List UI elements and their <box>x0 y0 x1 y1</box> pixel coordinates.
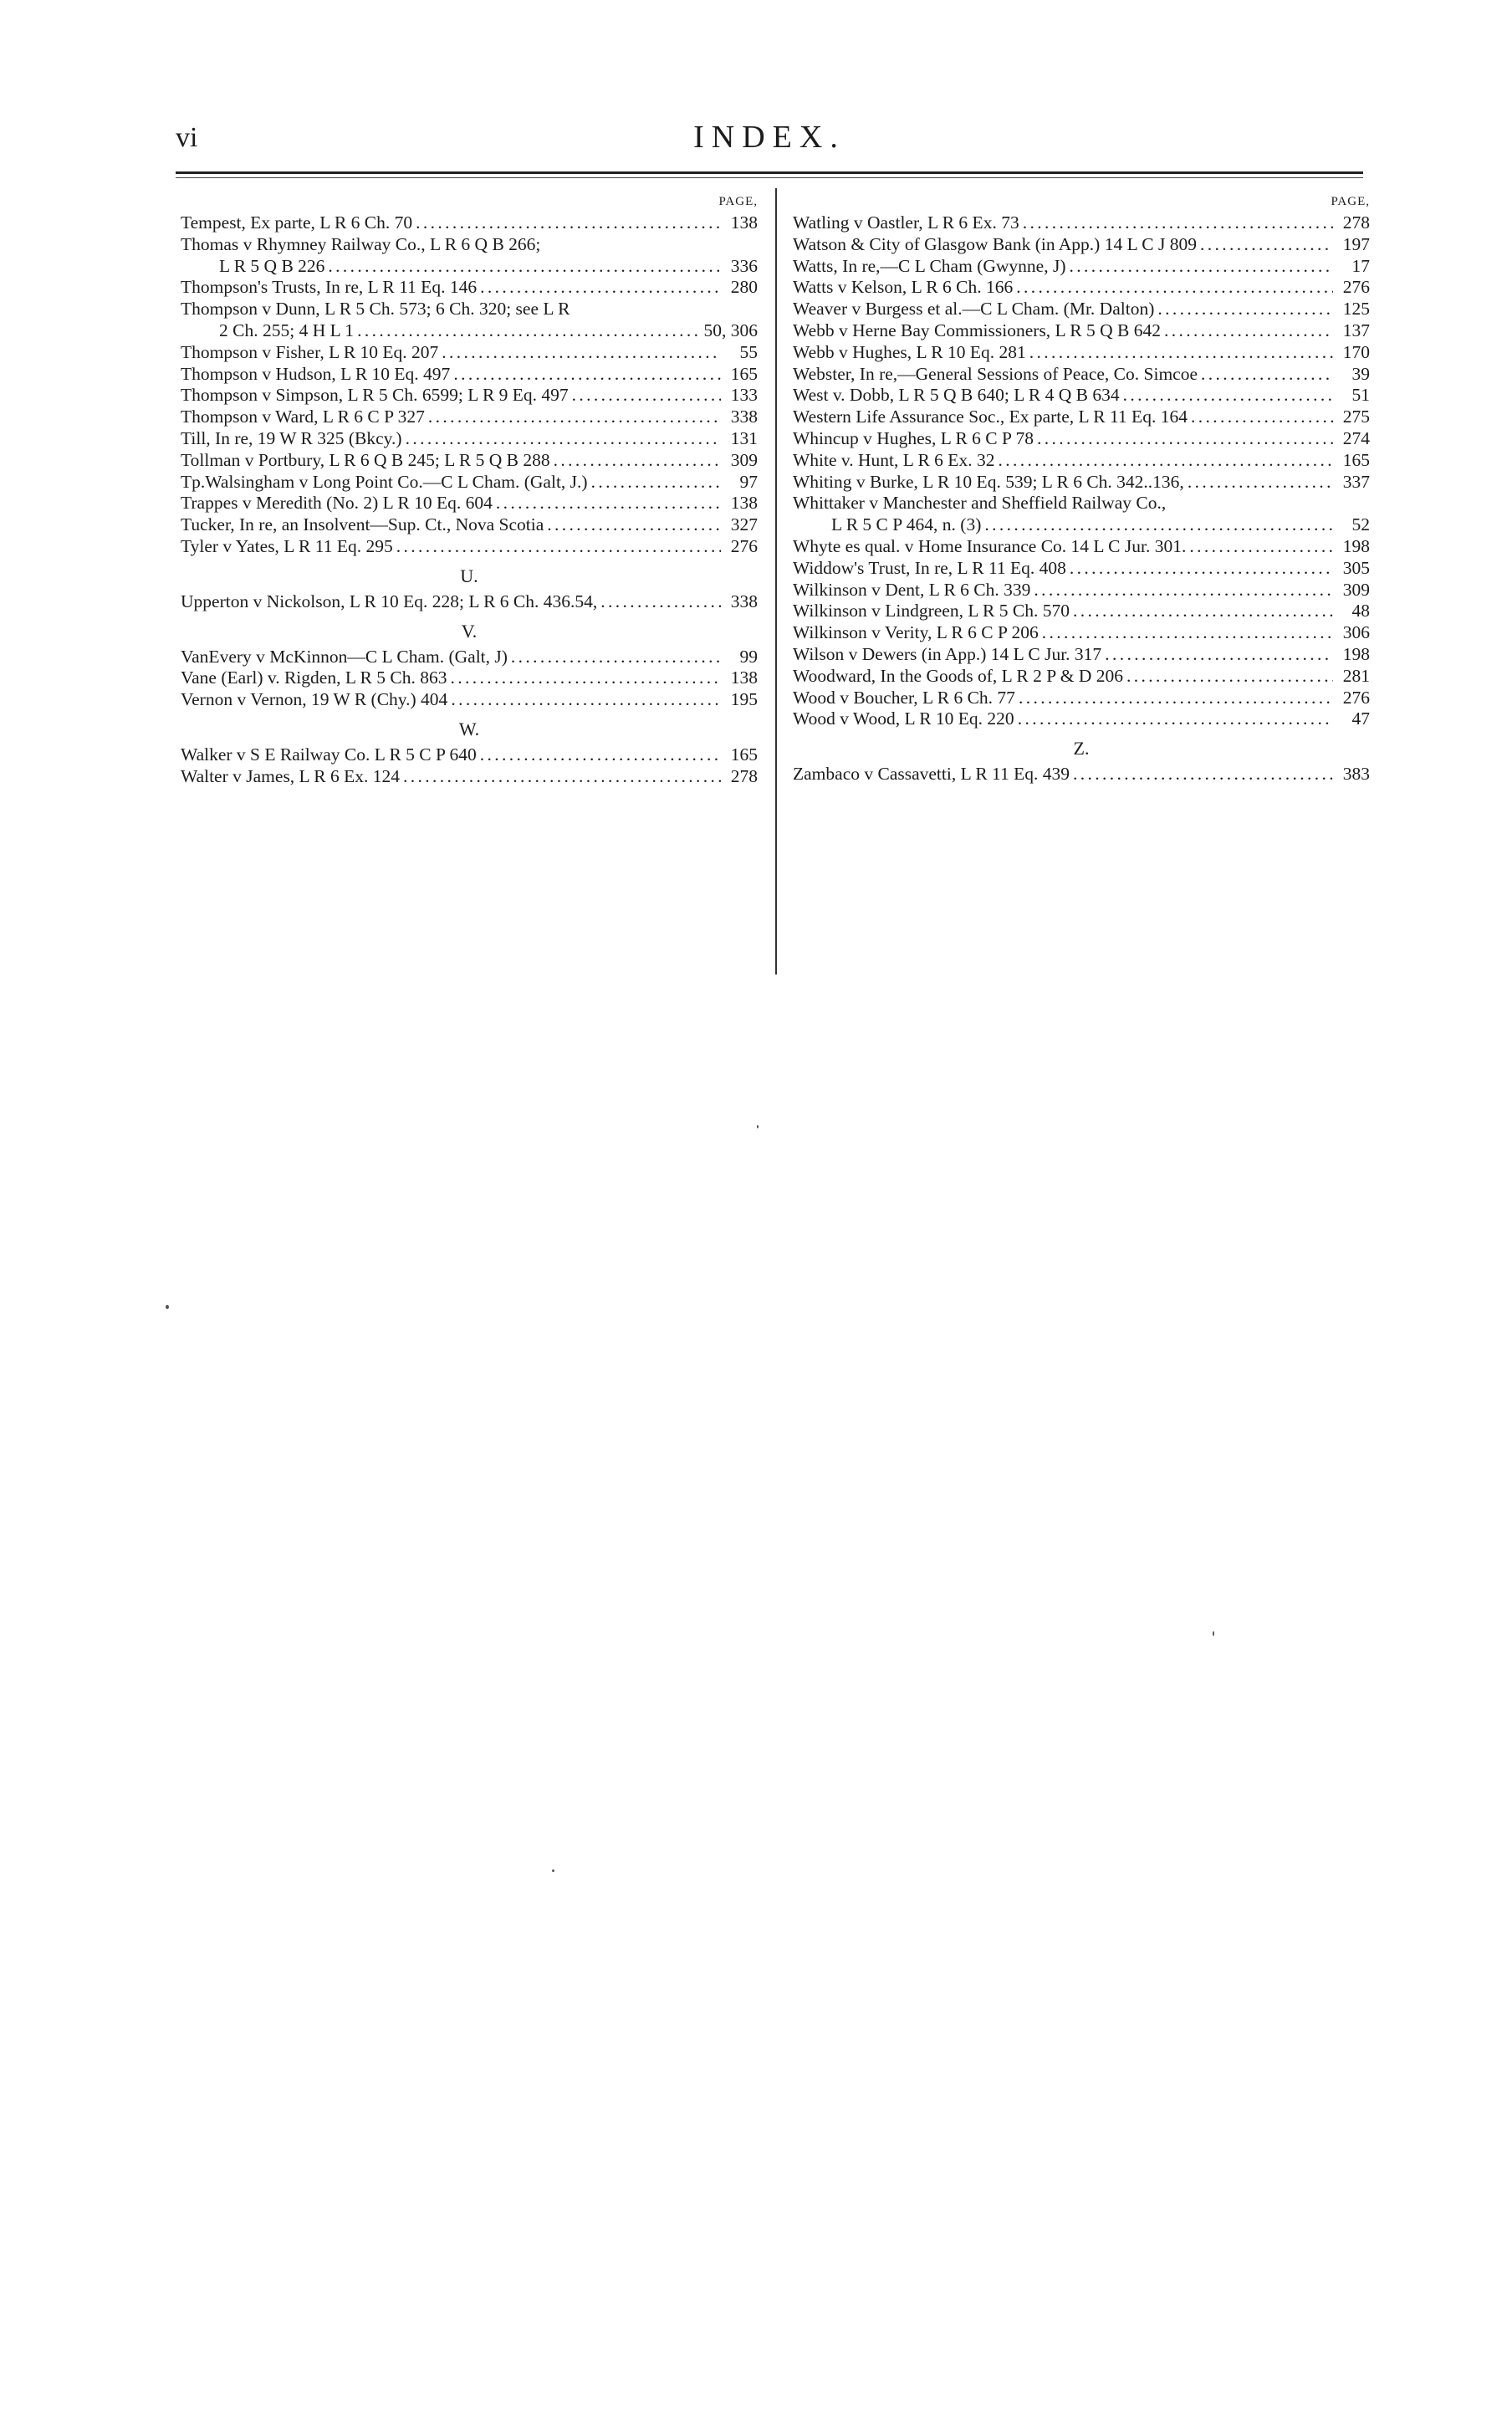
dot-leader <box>328 256 721 278</box>
scan-speck <box>166 1305 169 1309</box>
index-entry <box>793 644 1370 666</box>
entry-page-number: 278 <box>1342 212 1370 233</box>
entry-text: Thompson v Hudson, L R 10 Eq. 497 <box>181 363 451 384</box>
entry-page-number: 198 <box>1342 643 1370 664</box>
entry-text: Zambaco v Cassavetti, L R 11 Eq. 439 <box>793 764 1070 785</box>
entry-text: L R 5 Q B 226 <box>219 255 325 276</box>
entry-text: Wood v Boucher, L R 6 Ch. 77 <box>793 687 1015 708</box>
dot-leader <box>1029 342 1333 364</box>
dot-leader <box>511 647 721 668</box>
index-entry <box>181 428 758 450</box>
entry-page-number: 51 <box>1351 385 1370 406</box>
entry-text: Watson & City of Glasgow Bank (in App.) 14 L C J 809 <box>793 233 1197 254</box>
entry-page-number: 47 <box>1351 708 1370 729</box>
index-entry <box>793 256 1370 278</box>
index-entry <box>793 234 1370 256</box>
entry-page-number: 306 <box>1342 622 1370 643</box>
column-divider <box>775 188 777 974</box>
entry-text: West v. Dobb, L R 5 Q B 640; L R 4 Q B 634 <box>793 385 1120 406</box>
entry-page-number: 276 <box>1342 687 1370 708</box>
entry-page-number: 39 <box>1351 363 1370 384</box>
index-entry <box>793 428 1370 450</box>
entry-text: VanEvery v McKinnon—C L Cham. (Galt, J) <box>181 646 508 667</box>
entry-text: Trappes v Meredith (No. 2) L R 10 Eq. 604 <box>181 493 493 514</box>
entry-page-number: 274 <box>1342 427 1370 448</box>
entry-page-number: 309 <box>730 449 758 470</box>
entry-text: Watts v Kelson, L R 6 Ch. 166 <box>793 277 1014 298</box>
entry-text: White v. Hunt, L R 6 Ex. 32 <box>793 449 995 470</box>
dot-leader <box>1016 277 1333 299</box>
entry-page-number: 17 <box>1351 255 1370 276</box>
entry-text: Thompson v Simpson, L R 5 Ch. 6599; L R 9 Eq. 497 <box>181 385 569 406</box>
entry-text: Webb v Hughes, L R 10 Eq. 281 <box>793 341 1026 362</box>
entry-text: 2 Ch. 255; 4 H L 1 <box>219 320 355 340</box>
entry-page-number: 276 <box>1342 277 1370 298</box>
dot-leader <box>1105 644 1333 666</box>
scan-speck <box>757 1125 759 1128</box>
index-entry <box>181 744 758 766</box>
dot-leader <box>998 450 1333 472</box>
index-entry <box>181 493 758 514</box>
entry-page-number: 138 <box>730 667 758 688</box>
index-entry <box>793 472 1370 494</box>
dot-leader <box>1191 407 1333 428</box>
index-entry <box>181 667 758 689</box>
entry-text: Vernon v Vernon, 19 W R (Chy.) 404 <box>181 689 448 710</box>
entry-text: Wilkinson v Verity, L R 6 C P 206 <box>793 622 1039 643</box>
entry-text: Wood v Wood, L R 10 Eq. 220 <box>793 708 1014 729</box>
entry-text: Western Life Assurance Soc., Ex parte, L R 11 Eq. 164 <box>793 407 1188 427</box>
entry-page-number: 165 <box>1342 449 1370 470</box>
header-rule <box>176 171 1363 174</box>
index-entry <box>181 689 758 711</box>
entry-text: Watts, In re,—C L Cham (Gwynne, J) <box>793 255 1066 276</box>
entry-page-number: 138 <box>730 493 758 514</box>
dot-leader <box>480 277 721 299</box>
entry-text: Upperton v Nickolson, L R 10 Eq. 228; L R 6 Ch. 436.54, <box>181 591 598 611</box>
page-column-label: PAGE, <box>1331 195 1370 208</box>
index-entry <box>793 385 1370 407</box>
entry-page-number: 280 <box>730 277 758 298</box>
dot-leader <box>406 428 721 450</box>
right-column <box>793 191 1370 785</box>
entry-page-number: 305 <box>1342 557 1370 578</box>
entry-text: Whincup v Hughes, L R 6 C P 78 <box>793 427 1034 448</box>
entry-list <box>181 212 758 558</box>
entry-text: Thompson v Ward, L R 6 C P 327 <box>181 407 425 427</box>
entry-page-number: 138 <box>730 212 758 233</box>
page-number: vi <box>176 122 198 153</box>
index-entry <box>181 407 758 428</box>
index-entry <box>181 591 758 613</box>
index-entry <box>793 407 1370 428</box>
entry-text: Till, In re, 19 W R 325 (Bkcy.) <box>181 427 402 448</box>
index-entry <box>181 514 758 536</box>
dot-leader <box>572 385 721 407</box>
index-entry <box>793 450 1370 472</box>
dot-leader <box>357 320 700 342</box>
entry-page-number: 338 <box>730 591 758 611</box>
index-entry <box>793 342 1370 364</box>
index-entry <box>181 212 758 234</box>
entry-text: Wilkinson v Dent, L R 6 Ch. 339 <box>793 579 1031 600</box>
entry-text: Widdow's Trust, In re, L R 11 Eq. 408 <box>793 557 1066 578</box>
entry-text: Tyler v Yates, L R 11 Eq. 295 <box>181 535 393 556</box>
entry-text: Thompson v Fisher, L R 10 Eq. 207 <box>181 341 439 362</box>
entry-page-number: 338 <box>730 407 758 427</box>
index-entry <box>181 320 758 342</box>
entry-text: Walter v James, L R 6 Ex. 124 <box>181 765 400 786</box>
entry-text: Thomas v Rhymney Railway Co., L R 6 Q B 266; <box>181 233 541 254</box>
index-entry <box>181 536 758 558</box>
dot-leader <box>1019 688 1333 709</box>
scan-speck <box>552 1869 554 1872</box>
dot-leader <box>600 591 721 613</box>
entry-text: Wilkinson v Lindgreen, L R 5 Ch. 570 <box>793 601 1070 621</box>
entry-text: Weaver v Burgess et al.—C L Cham. (Mr. Dalton) <box>793 299 1155 320</box>
header-rule-thin <box>176 177 1363 178</box>
entry-text: Wilson v Dewers (in App.) 14 L C Jur. 317 <box>793 643 1102 664</box>
dot-leader <box>1070 558 1333 580</box>
entry-list <box>181 744 758 788</box>
page-column-label: PAGE, <box>718 195 758 208</box>
dot-leader <box>450 667 721 689</box>
section-letter-w: W. <box>458 718 480 739</box>
dot-leader <box>984 514 1333 536</box>
dot-leader <box>591 472 721 494</box>
dot-leader <box>1069 256 1333 278</box>
index-entry <box>793 364 1370 386</box>
entry-page-number: 195 <box>730 689 758 710</box>
index-entry <box>793 601 1370 622</box>
page-title: INDEX. <box>693 120 845 155</box>
scan-speck <box>1213 1631 1214 1636</box>
index-entry <box>793 212 1370 234</box>
entry-page-number: 198 <box>1342 535 1370 556</box>
index-entry <box>793 708 1370 730</box>
entry-list <box>181 647 758 711</box>
dot-leader <box>1023 212 1333 234</box>
index-entry <box>793 493 1370 514</box>
entry-text: Whittaker v Manchester and Sheffield Railway Co., <box>793 493 1167 514</box>
dot-leader <box>1189 536 1333 558</box>
index-entry <box>793 277 1370 299</box>
entry-page-number: 337 <box>1342 471 1370 492</box>
dot-leader <box>428 407 721 428</box>
dot-leader <box>1164 320 1333 342</box>
entry-page-number: 131 <box>730 427 758 448</box>
entry-text: Vane (Earl) v. Rigden, L R 5 Ch. 863 <box>181 667 447 688</box>
entry-text: L R 5 C P 464, n. (3) <box>831 514 982 535</box>
dot-leader <box>403 766 721 788</box>
entry-text: Tempest, Ex parte, L R 6 Ch. 70 <box>181 212 413 233</box>
entry-list <box>793 212 1370 730</box>
dot-leader <box>1200 234 1333 256</box>
dot-leader <box>442 342 721 364</box>
index-entry <box>793 666 1370 688</box>
entry-page-number: 275 <box>1342 407 1370 427</box>
index-entry <box>793 580 1370 601</box>
dot-leader <box>1073 601 1333 622</box>
entry-page-number: 165 <box>730 744 758 765</box>
entry-text: Webb v Herne Bay Commissioners, L R 5 Q B 642 <box>793 320 1161 340</box>
dot-leader <box>1018 708 1333 730</box>
entry-page-number: 383 <box>1342 764 1370 785</box>
entry-text: Whiting v Burke, L R 10 Eq. 539; L R 6 Ch. 342..136, <box>793 471 1184 492</box>
dot-leader <box>1123 385 1333 407</box>
dot-leader <box>451 689 721 711</box>
entry-page-number: 336 <box>730 255 758 276</box>
dot-leader <box>1042 622 1333 644</box>
index-entry <box>181 342 758 364</box>
entry-text: Tp.Walsingham v Long Point Co.—C L Cham. (Galt, J.) <box>181 471 588 492</box>
section-letter-u: U. <box>460 565 478 586</box>
entry-text: Tollman v Portbury, L R 6 Q B 245; L R 5 Q B 288 <box>181 449 550 470</box>
entry-page-number: 197 <box>1342 233 1370 254</box>
index-entry <box>181 234 758 256</box>
index-entry <box>793 320 1370 342</box>
entry-page-number: 276 <box>730 535 758 556</box>
entry-page-number: 48 <box>1351 601 1370 621</box>
dot-leader <box>1201 364 1333 386</box>
entry-text: Tucker, In re, an Insolvent—Sup. Ct., Nova Scotia <box>181 514 544 535</box>
entry-page-number: 133 <box>730 385 758 406</box>
entry-text: Thompson v Dunn, L R 5 Ch. 573; 6 Ch. 320; see L R <box>181 299 570 320</box>
dot-leader <box>1126 666 1333 688</box>
entry-text: Webster, In re,—General Sessions of Peace, Co. Simcoe <box>793 363 1198 384</box>
index-entry <box>181 766 758 788</box>
entry-list <box>181 591 758 613</box>
entry-text: Woodward, In the Goods of, L R 2 P & D 206 <box>793 665 1123 686</box>
dot-leader <box>554 450 721 472</box>
index-entry <box>181 364 758 386</box>
dot-leader <box>496 493 721 514</box>
dot-leader <box>453 364 721 386</box>
index-entry <box>793 299 1370 320</box>
entry-page-number: 309 <box>1342 579 1370 600</box>
dot-leader <box>416 212 721 234</box>
entry-text: Whyte es qual. v Home Insurance Co. 14 L C Jur. 301. <box>793 535 1187 556</box>
index-entry <box>181 472 758 494</box>
entry-page-number: 52 <box>1351 514 1370 535</box>
entry-page-number: 55 <box>739 341 758 362</box>
entry-page-number: 97 <box>739 471 758 492</box>
index-entry <box>793 558 1370 580</box>
index-entry <box>793 536 1370 558</box>
index-entry <box>793 514 1370 536</box>
entry-page-number: 278 <box>730 765 758 786</box>
left-column <box>181 191 758 788</box>
entry-page-number: 170 <box>1342 341 1370 362</box>
index-entry <box>793 688 1370 709</box>
entry-page-number: 281 <box>1342 665 1370 686</box>
dot-leader <box>1037 428 1333 450</box>
index-entry <box>181 450 758 472</box>
entry-page-number: 165 <box>730 363 758 384</box>
dot-leader <box>1034 580 1333 601</box>
index-entry <box>181 277 758 299</box>
dot-leader <box>547 514 721 536</box>
section-letter-z: Z. <box>1073 738 1090 760</box>
dot-leader <box>1157 299 1333 320</box>
dot-leader <box>480 744 721 766</box>
dot-leader <box>396 536 721 558</box>
entry-page-number: 327 <box>730 514 758 535</box>
index-entry <box>181 256 758 278</box>
entry-text: Thompson's Trusts, In re, L R 11 Eq. 146 <box>181 277 478 298</box>
index-entry <box>181 647 758 668</box>
section-letter-v: V. <box>461 620 478 642</box>
entry-page-number: 137 <box>1342 320 1370 340</box>
index-entry <box>793 764 1370 785</box>
entry-text: Watling v Oastler, L R 6 Ex. 73 <box>793 212 1019 233</box>
entry-page-number: 99 <box>739 646 758 667</box>
entry-text: Walker v S E Railway Co. L R 5 C P 640 <box>181 744 477 765</box>
dot-leader <box>1188 472 1333 494</box>
index-entry <box>793 622 1370 644</box>
page-header <box>176 117 1363 167</box>
index-entry <box>181 385 758 407</box>
entry-page-number: 125 <box>1342 299 1370 320</box>
entry-page-number: 50, 306 <box>703 320 758 340</box>
dot-leader <box>1073 764 1333 785</box>
entry-list <box>793 764 1370 785</box>
index-entry <box>181 299 758 320</box>
